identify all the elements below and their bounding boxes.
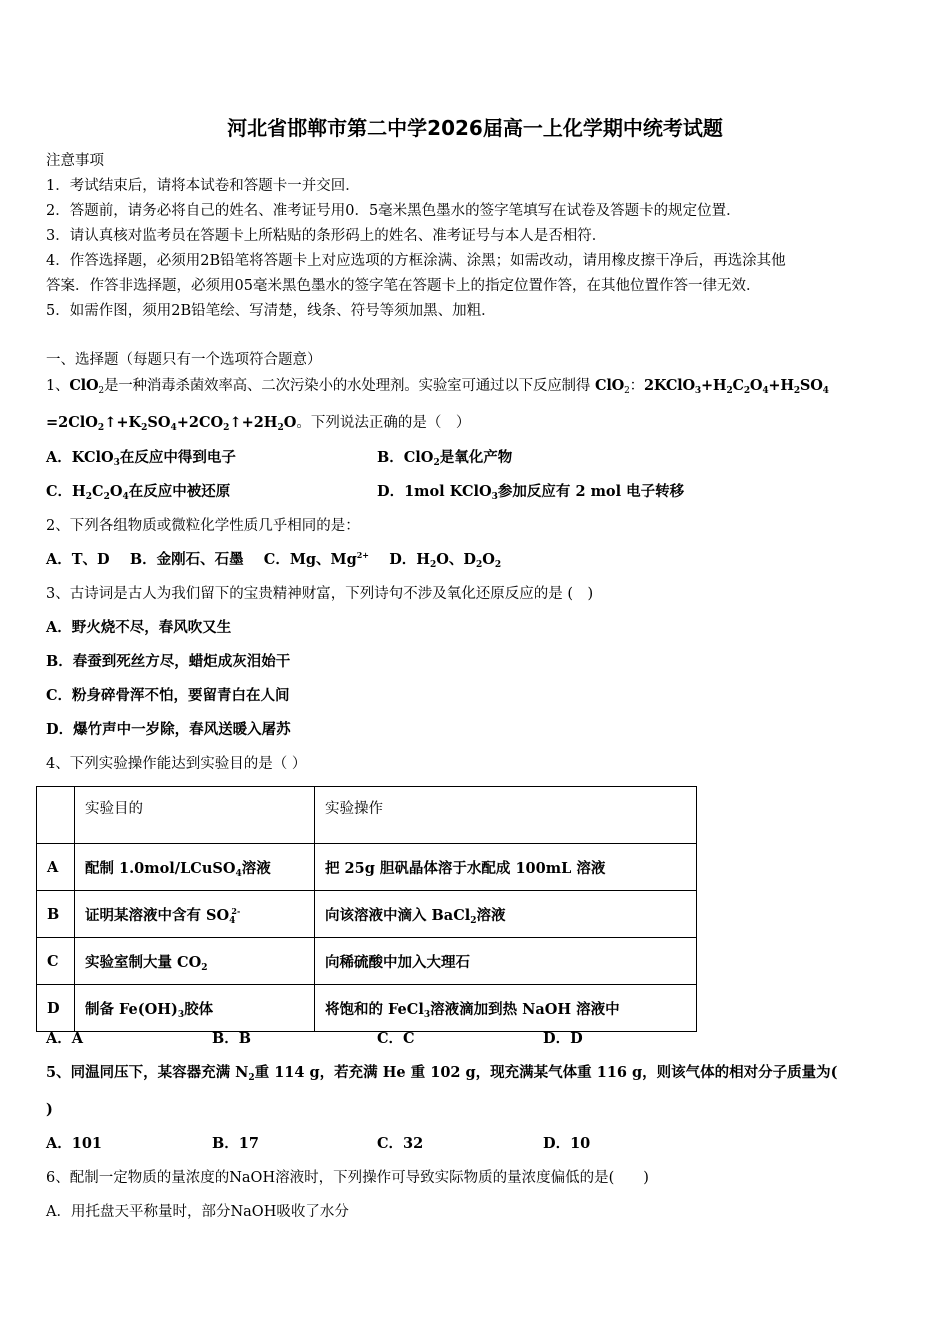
experiment-table	[36, 786, 697, 1032]
table-cell-operation: 把 25g 胆矾晶体溶于水配成 100mL 溶液	[315, 844, 697, 891]
question-2-option-b[interactable]: B．金刚石、石墨	[129, 551, 244, 568]
question-5-option-c[interactable]: C．32	[377, 1135, 424, 1152]
notice-item: 4．作答选择题，必须用2B铅笔将答题卡上对应选项的方框涂满、涂黑；如需改动，请用橡皮擦干净后，再选涂其他	[46, 253, 786, 269]
question-5-stem: 5、同温同压下，某容器充满 $N_2$重 114 g，若充满 He 重 102 g，现充满某气体重 116 g，则该气体的相对分子质量为(	[46, 1064, 838, 1083]
question-3-option-d[interactable]: D．爆竹声中一岁除，春风送暖入屠苏	[46, 721, 291, 738]
notice-heading: 注意事项	[46, 153, 104, 169]
notice-item: 3．请认真核对监考员在答题卡上所粘贴的条形码上的姓名、准考证号与本人是否相符．	[46, 228, 607, 244]
question-2-option-c[interactable]: C．Mg、$Mg^{2+}$	[263, 550, 369, 568]
table-header-row	[37, 787, 697, 844]
question-5-option-b[interactable]: B．17	[212, 1135, 259, 1152]
table-header-operation: 实验操作	[315, 787, 697, 844]
notice-item: 2．答题前，请务必将自己的姓名、准考证号用0．5毫米黑色墨水的签字笔填写在试卷及答题卡的规定位置．	[46, 203, 741, 219]
question-1-option-a[interactable]: A．KClO$_3$在反应中得到电子	[46, 449, 236, 468]
page-title: 河北省邯郸市第二中学2026届高一上化学期中统考试题	[227, 116, 723, 140]
question-4-option-d[interactable]: D．D	[543, 1030, 583, 1047]
notice-item: 1．考试结束后，请将本试卷和答题卡一并交回．	[46, 178, 360, 194]
table-row	[37, 891, 697, 938]
question-3-option-a[interactable]: A．野火烧不尽，春风吹又生	[46, 619, 232, 636]
question-4-stem: 4、下列实验操作能达到实验目的是（ ）	[46, 756, 307, 772]
question-4-option-c[interactable]: C．C	[377, 1030, 415, 1047]
question-3-option-b[interactable]: B．春蚕到死丝方尽，蜡炬成灰泪始干	[46, 653, 291, 670]
table-header-purpose: 实验目的	[75, 787, 315, 844]
question-2-option-d[interactable]: D．$H_2O$、$D_2O_2$	[389, 551, 502, 570]
table-row	[37, 985, 697, 1032]
table-row	[37, 938, 697, 985]
table-cell-operation: 将饱和的 FeCl$_3$溶液滴加到热 NaOH 溶液中	[315, 985, 697, 1032]
table-cell-purpose: 证明某溶液中含有 $SO_4^{2-}$	[75, 891, 315, 938]
question-2-options	[46, 550, 501, 570]
question-4-option-b[interactable]: B．B	[212, 1030, 252, 1047]
table-cell-purpose: 实验室制大量 $CO_2$	[75, 938, 315, 985]
table-row-label: B	[37, 891, 75, 938]
question-1-option-d[interactable]: D．1mol KClO$_3$参加反应有 2 mol 电子转移	[377, 483, 685, 502]
question-5-option-a[interactable]: A．101	[46, 1135, 103, 1152]
question-1-stem: 1、ClO$_2$是一种消毒杀菌效率高、二次污染小的水处理剂。实验室可通过以下反应制得 ClO$_2$：$2KClO_3+H_2C_2O_4+H_2SO_4$	[46, 377, 829, 396]
question-6-stem: 6、配制一定物质的量浓度的NaOH溶液时，下列操作可导致实际物质的量浓度偏低的是( )	[46, 1170, 649, 1186]
question-2-stem: 2、下列各组物质或微粒化学性质几乎相同的是：	[46, 518, 360, 534]
question-3-option-c[interactable]: C．粉身碎骨浑不怕，要留青白在人间	[46, 687, 290, 704]
notice-item: 答案．作答非选择题，必须用05毫米黑色墨水的签字笔在答题卡上的指定位置作答，在其他位置作答一律无效．	[46, 278, 761, 294]
table-row	[37, 844, 697, 891]
table-cell	[37, 787, 75, 844]
table-row-label: A	[37, 844, 75, 891]
table-cell-operation: 向稀硫酸中加入大理石	[315, 938, 697, 985]
question-4-option-a[interactable]: A．A	[46, 1030, 84, 1047]
question-1-option-b[interactable]: B．ClO$_2$是氧化产物	[377, 449, 513, 468]
notice-item: 5．如需作图，须用2B铅笔绘、写清楚，线条、符号等须加黑、加粗．	[46, 303, 496, 319]
question-6-option-a[interactable]: A．用托盘天平称量时，部分NaOH吸收了水分	[46, 1204, 349, 1220]
question-1-stem-cont: $=2ClO_2↑+K_2SO_4+2CO_2↑+2H_2O$。下列说法正确的是（ ）	[46, 414, 471, 433]
question-5-option-d[interactable]: D．10	[543, 1135, 591, 1152]
table-cell-purpose: 配制 1.0mol/LCuSO$_4$溶液	[75, 844, 315, 891]
table-row-label: C	[37, 938, 75, 985]
question-1-option-c[interactable]: C．$H_2C_2O_4$在反应中被还原	[46, 483, 231, 502]
question-3-stem: 3、古诗词是古人为我们留下的宝贵精神财富，下列诗句不涉及氧化还原反应的是 ( )	[46, 586, 594, 602]
table-row-label: D	[37, 985, 75, 1032]
table-cell-purpose: 制备 $Fe(OH)_3$胶体	[75, 985, 315, 1032]
section-heading: 一、选择题（每题只有一个选项符合题意）	[46, 352, 322, 368]
table-cell-operation: 向该溶液中滴入 BaCl$_2$溶液	[315, 891, 697, 938]
question-5-stem-cont: )	[46, 1101, 53, 1118]
question-2-option-a[interactable]: A．T、D	[46, 551, 110, 568]
